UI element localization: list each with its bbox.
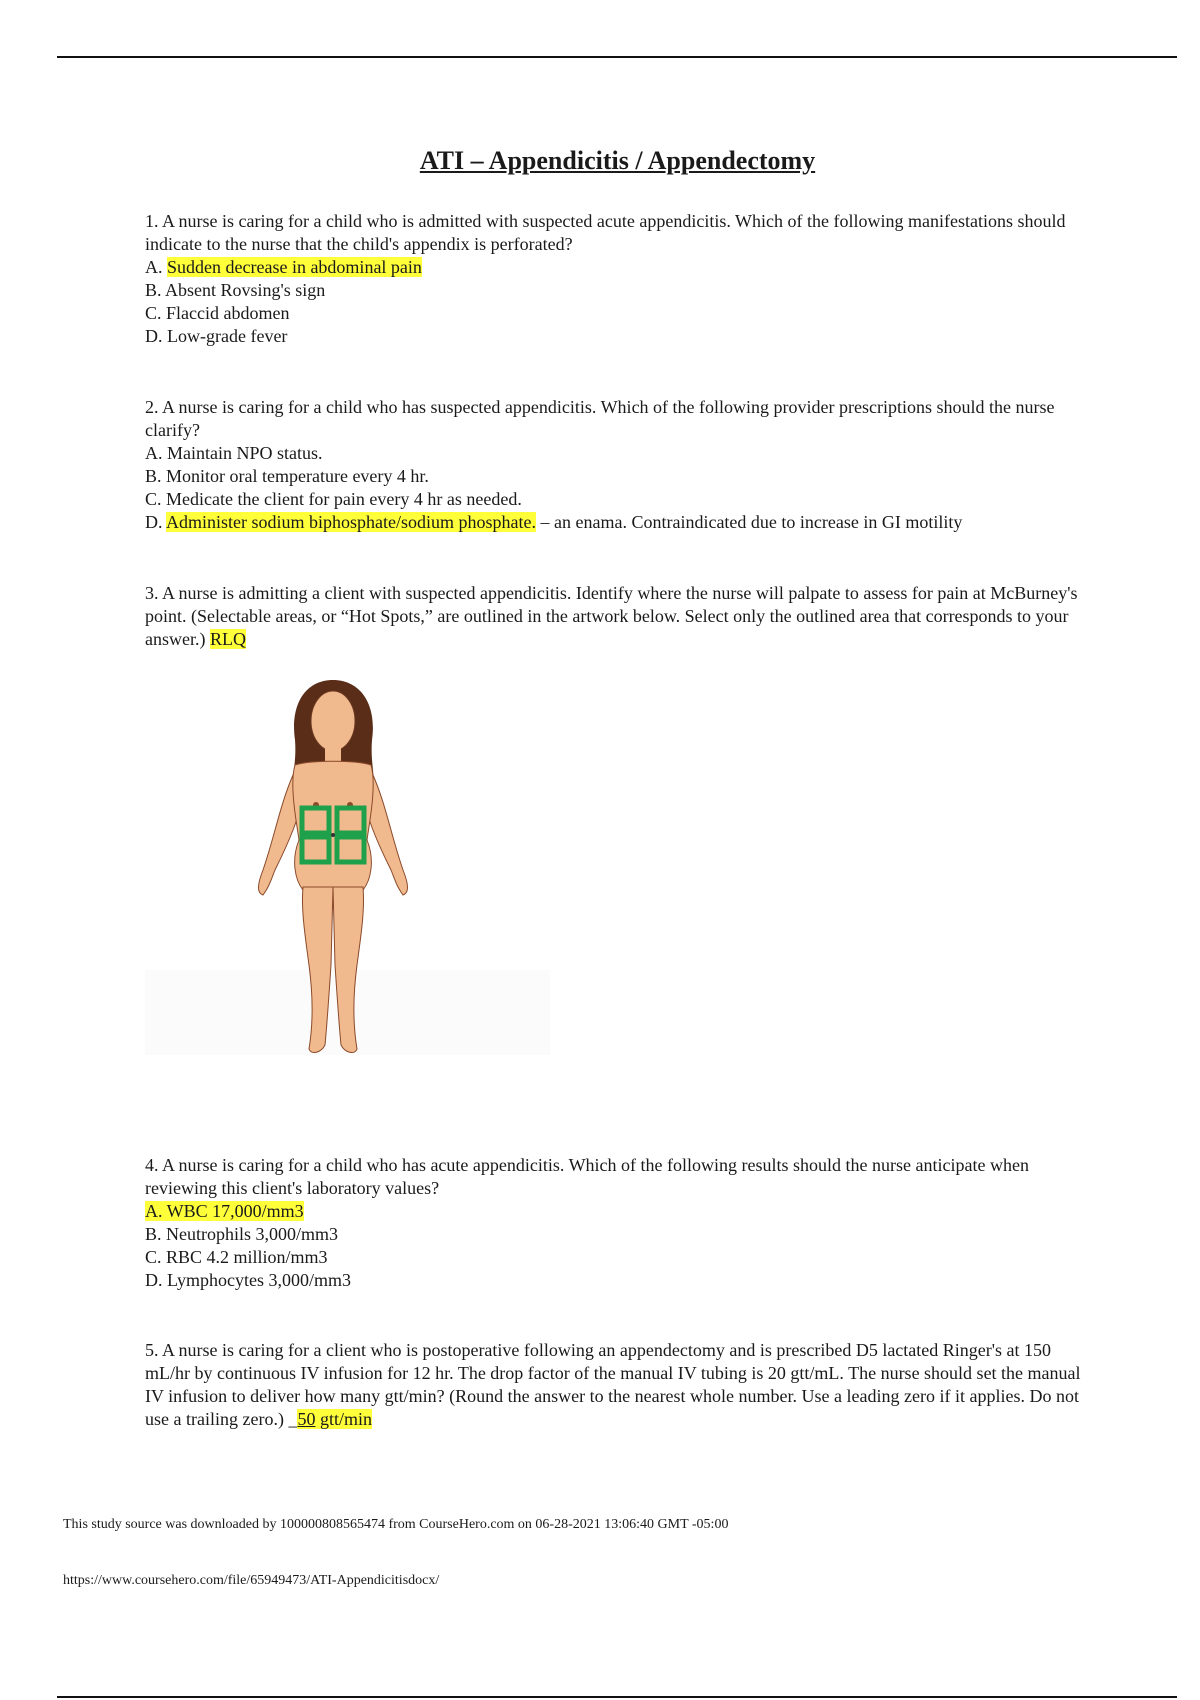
footer-download-note: This study source was downloaded by 100000808565474 from CourseHero.com on 06-28-2021 13:06:40 GMT -05:00 <box>63 1517 729 1532</box>
question-1-option-a: A. Sudden decrease in abdominal pain <box>145 257 422 277</box>
question-2-option-a: A. Maintain NPO status. <box>145 443 323 463</box>
highlighted-answer: A. WBC 17,000/mm3 <box>145 1201 304 1221</box>
question-1-option-b: B. Absent Rovsing's sign <box>145 280 326 300</box>
top-rule <box>57 56 1177 58</box>
question-2-stem: 2. A nurse is caring for a child who has suspected appendicitis. Which of the following provider prescriptions should the nurse clarify? <box>145 397 1055 440</box>
page-title: ATI – Appendicitis / Appendectomy <box>419 146 816 175</box>
body-figure <box>145 665 550 1060</box>
question-4-option-d: D. Lymphocytes 3,000/mm3 <box>145 1270 351 1290</box>
question-2-option-d: D. Administer sodium biphosphate/sodium phosphate. – an enama. Contraindicated due to increase in GI motility <box>145 512 963 532</box>
footer-url: https://www.coursehero.com/file/65949473/ATI-Appendicitisdocx/ <box>63 1573 440 1588</box>
question-5 <box>145 1339 1095 1431</box>
question-2-option-c: C. Medicate the client for pain every 4 hr as needed. <box>145 489 522 509</box>
question-4-option-c: C. RBC 4.2 million/mm3 <box>145 1247 328 1267</box>
torso <box>293 761 373 890</box>
question-4-option-a <box>145 1200 1095 1223</box>
question-5-stem: 5. A nurse is caring for a client who is postoperative following an appendectomy and is prescribed D5 lactated Ringer's at 150 mL/hr by continuous IV infusion for 12 hr. The drop factor of the manual IV tubing is 20 gtt/mL. The nurse should set the manual IV infusion to deliver how many gtt/min? (Round the answer to the nearest whole number. Use a leading zero if it applies. Do not use a trailing zero.) _50 gtt/min <box>145 1340 1081 1429</box>
question-2-option-b: B. Monitor oral temperature every 4 hr. <box>145 466 429 486</box>
question-4 <box>145 1154 1095 1292</box>
question-2 <box>145 396 1095 534</box>
highlighted-answer: RLQ <box>209 629 246 649</box>
question-3-stem: 3. A nurse is admitting a client with suspected appendicitis. Identify where the nurse will palpate to assess for pain at McBurney's point. (Selectable areas, or “Hot Spots,” are outlined in the artwork below. Select only the outlined area that corresponds to your answer.) RLQ <box>145 583 1078 649</box>
highlighted-answer: Administer sodium biphosphate/sodium phosphate. <box>166 512 536 532</box>
head <box>311 691 355 751</box>
question-1-stem: 1. A nurse is caring for a child who is admitted with suspected acute appendicitis. Which of the following manifestations should indicate to the nurse that the child's appendix is perforated? <box>145 211 1066 254</box>
question-1 <box>145 210 1095 348</box>
highlighted-answer: 50 gtt/min <box>297 1409 372 1429</box>
bottom-rule <box>57 1696 1177 1698</box>
question-4-stem: 4. A nurse is caring for a child who has acute appendicitis. Which of the following results should the nurse anticipate when reviewing this client's laboratory values? <box>145 1155 1029 1198</box>
question-4-option-b: B. Neutrophils 3,000/mm3 <box>145 1224 338 1244</box>
question-1-option-d: D. Low-grade fever <box>145 326 288 346</box>
question-3 <box>145 582 1095 651</box>
question-1-option-c: C. Flaccid abdomen <box>145 303 290 323</box>
highlighted-answer: Sudden decrease in abdominal pain <box>167 257 422 277</box>
